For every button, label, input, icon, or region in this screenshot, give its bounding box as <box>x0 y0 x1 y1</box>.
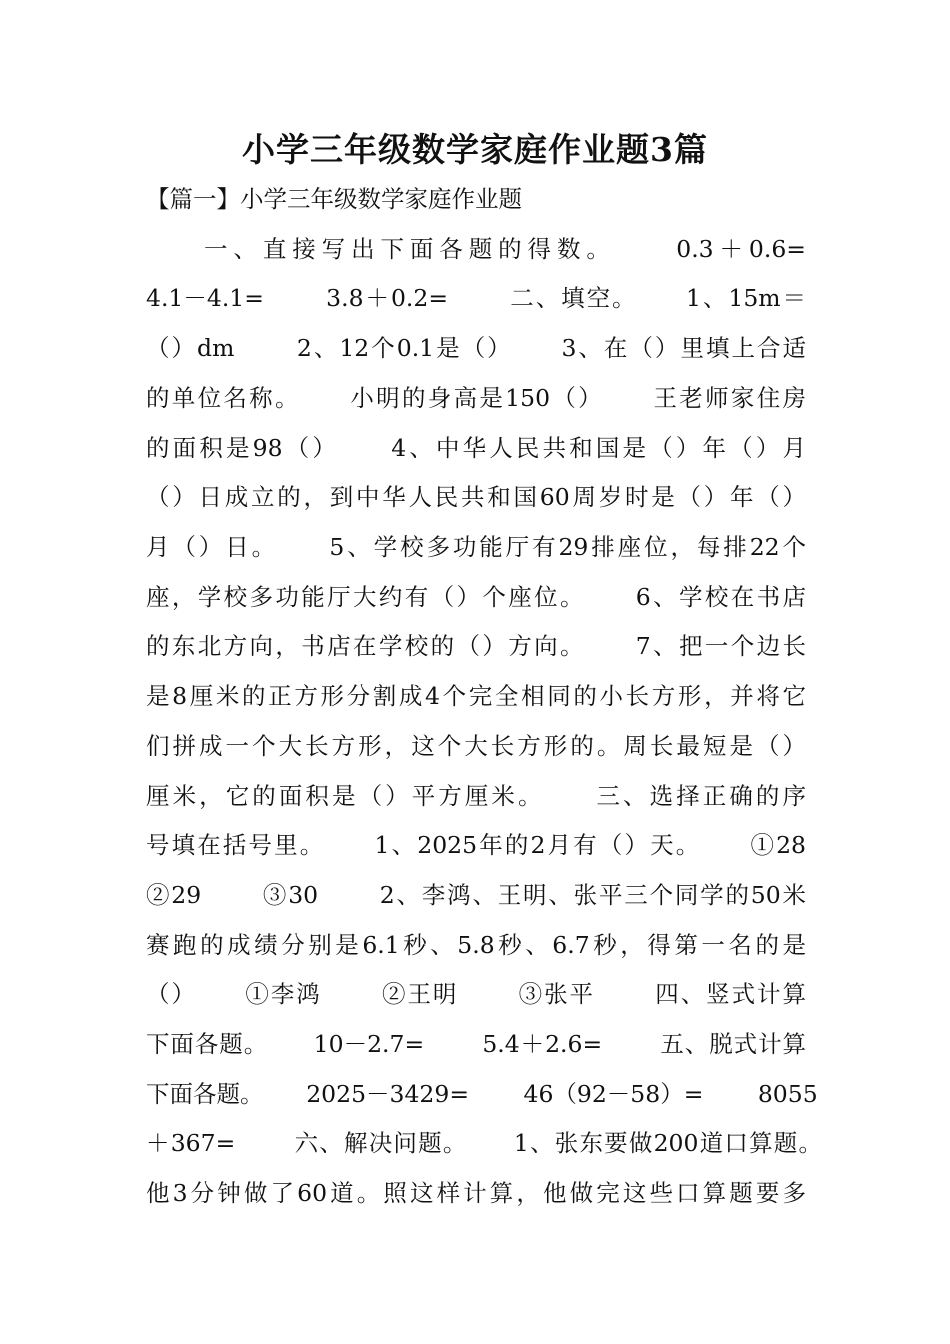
body-line: 一、直接写出下面各题的得数。 0.3＋0.6= <box>204 235 806 263</box>
body-line: ＋367= 六、解决问题。 1、张东要做200道口算题。 <box>146 1129 822 1157</box>
body-line: （）dm 2、12个0.1是（） 3、在（）里填上合适 <box>146 334 806 362</box>
body-line: 下面各题。 2025－3429= 46（92－58）= 8055 <box>146 1080 818 1108</box>
body-line: 厘米，它的面积是（）平方厘米。 三、选择正确的序 <box>146 782 806 810</box>
body-line: （） ①李鸿 ②王明 ③张平 四、竖式计算 <box>146 980 806 1008</box>
body-line: 座，学校多功能厅大约有（）个座位。 6、学校在书店 <box>146 583 806 611</box>
body-line: 下面各题。 10－2.7= 5.4＋2.6= 五、脱式计算 <box>146 1030 806 1058</box>
section-heading: 【篇一】小学三年级数学家庭作业题 <box>146 185 522 213</box>
body-line: 赛跑的成绩分别是6.1秒、5.8秒、6.7秒，得第一名的是 <box>146 931 806 959</box>
body-line: 们拼成一个大长方形，这个大长方形的。周长最短是（） <box>146 732 806 760</box>
body-line: 是8厘米的正方形分割成4个完全相同的小长方形，并将它 <box>146 682 806 710</box>
body-line: 的东北方向，书店在学校的（）方向。 7、把一个边长 <box>146 632 806 660</box>
document-title: 小学三年级数学家庭作业题3篇 <box>242 130 708 169</box>
body-line: 号填在括号里。 1、2025年的2月有（）天。 ①28 <box>146 831 806 859</box>
body-line: 的面积是98（） 4、中华人民共和国是（）年（）月 <box>146 434 806 462</box>
body-line: 他3分钟做了60道。照这样计算，他做完这些口算题要多 <box>146 1179 806 1207</box>
body-line: ②29 ③30 2、李鸿、王明、张平三个同学的50米 <box>146 881 806 909</box>
body-line: 月（）日。 5、学校多功能厅有29排座位，每排22个 <box>146 533 806 561</box>
body-line: （）日成立的，到中华人民共和国60周岁时是（）年（） <box>146 483 806 511</box>
body-line: 4.1－4.1= 3.8＋0.2= 二、填空。 1、15m＝ <box>146 284 806 312</box>
body-line: 的单位名称。 小明的身高是150（） 王老师家住房 <box>146 384 806 412</box>
